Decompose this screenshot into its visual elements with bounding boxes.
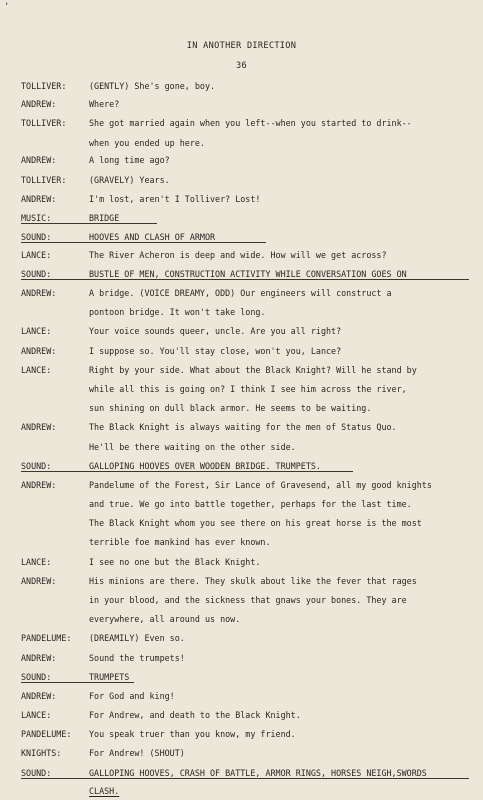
speaker-label: LANCE: — [21, 710, 52, 720]
dialogue-text: and true. We go into battle together, perhaps for the last time. — [89, 499, 412, 509]
speaker-label: PANDELUME: — [21, 633, 72, 643]
speaker-label: PANDELUME: — [21, 729, 72, 739]
script-line — [0, 555, 483, 569]
music-label: MUSIC: — [21, 213, 52, 223]
dialogue-text: terrible foe mankind has ever known. — [89, 537, 271, 547]
script-line — [0, 192, 483, 206]
dialogue-text: Where? — [89, 99, 120, 109]
script-line — [0, 746, 483, 760]
speaker-label: ANDREW: — [21, 99, 57, 109]
dialogue-text: The Black Knight is always waiting for the men of Status Quo. — [89, 422, 397, 432]
cue-underline — [21, 279, 469, 280]
speaker-label: ANDREW: — [21, 653, 57, 663]
speaker-label: LANCE: — [21, 326, 52, 336]
sound-text: GALLOPING HOOVES OVER WOODEN BRIDGE. TRUMPETS. — [89, 461, 321, 471]
script-line — [0, 574, 483, 588]
script-line — [0, 612, 483, 626]
dialogue-text: For Andrew! (SHOUT) — [89, 748, 185, 758]
speaker-label: LANCE: — [21, 365, 52, 375]
sound-text: HOOVES AND CLASH OF ARMOR — [89, 232, 216, 242]
cue-underline — [21, 778, 469, 779]
dialogue-text: He'll be there waiting on the other side. — [89, 442, 296, 452]
dialogue-text: His minions are there. They skulk about like the fever that rages — [89, 576, 417, 586]
speaker-label: LANCE: — [21, 557, 52, 567]
sound-cue-continued — [0, 784, 483, 798]
script-line — [0, 344, 483, 358]
script-line — [0, 324, 483, 338]
speaker-label: TOLLIVER: — [21, 175, 67, 185]
script-line — [0, 401, 483, 415]
sound-label: SOUND: — [21, 768, 52, 778]
script-line — [0, 631, 483, 645]
speaker-label: ANDREW: — [21, 422, 57, 432]
dialogue-text: I'm lost, aren't I Tolliver? Lost! — [89, 194, 261, 204]
speaker-label: TOLLIVER: — [21, 81, 67, 91]
script-line — [0, 136, 483, 150]
dialogue-text: She got married again when you left--when you started to drink-- — [89, 118, 412, 128]
dialogue-text: A bridge. (VOICE DREAMY, ODD) Our engineers will construct a — [89, 288, 392, 298]
cue-underline — [21, 223, 157, 224]
script-line — [0, 689, 483, 703]
dialogue-text: I see no one but the Black Knight. — [89, 557, 261, 567]
speaker-label: ANDREW: — [21, 576, 57, 586]
corner-mark: ' — [4, 2, 10, 12]
dialogue-text: (GRAVELY) Years. — [89, 175, 170, 185]
dialogue-text: For Andrew, and death to the Black Knight. — [89, 710, 301, 720]
dialogue-text: (GENTLY) She's gone, boy. — [89, 81, 216, 91]
sound-label: SOUND: — [21, 269, 52, 279]
script-line — [0, 173, 483, 187]
dialogue-text: sun shining on dull black armor. He seems to be waiting. — [89, 403, 372, 413]
dialogue-text: pontoon bridge. It won't take long. — [89, 307, 266, 317]
dialogue-text: I suppose so. You'll stay close, won't you, Lance? — [89, 346, 342, 356]
script-line — [0, 727, 483, 741]
dialogue-text: (DREAMILY) Even so. — [89, 633, 185, 643]
script-line — [0, 363, 483, 377]
dialogue-text: while all this is going on? I think I see him across the river, — [89, 384, 407, 394]
script-line — [0, 516, 483, 530]
script-line — [0, 497, 483, 511]
sound-label: SOUND: — [21, 461, 52, 471]
script-line — [0, 382, 483, 396]
script-line — [0, 440, 483, 454]
dialogue-text: when you ended up here. — [89, 138, 205, 148]
speaker-label: KNIGHTS: — [21, 748, 62, 758]
cue-underline — [21, 242, 266, 243]
dialogue-text: everywhere, all around us now. — [89, 614, 241, 624]
script-line — [0, 708, 483, 722]
speaker-label: LANCE: — [21, 250, 52, 260]
sound-text: CLASH. — [89, 786, 120, 796]
dialogue-text: You speak truer than you know, my friend. — [89, 729, 296, 739]
script-line — [0, 478, 483, 492]
cue-underline — [21, 471, 353, 472]
speaker-label: ANDREW: — [21, 288, 57, 298]
sound-text: BUSTLE OF MEN, CONSTRUCTION ACTIVITY WHILE CONVERSATION GOES ON — [89, 269, 407, 279]
script-line — [0, 305, 483, 319]
speaker-label: TOLLIVER: — [21, 118, 67, 128]
page-number: 36 — [236, 61, 247, 71]
script-line — [0, 535, 483, 549]
script-line — [0, 79, 483, 93]
speaker-label: ANDREW: — [21, 691, 57, 701]
script-line — [0, 651, 483, 665]
dialogue-text: Your voice sounds queer, uncle. Are you all right? — [89, 326, 342, 336]
dialogue-text: The Black Knight whom you see there on his great horse is the most — [89, 518, 422, 528]
script-line — [0, 286, 483, 300]
dialogue-text: Sound the trumpets! — [89, 653, 185, 663]
script-line — [0, 97, 483, 111]
dialogue-text: The River Acheron is deep and wide. How will we get across? — [89, 250, 387, 260]
sound-text: TRUMPETS — [89, 672, 130, 682]
script-line — [0, 116, 483, 130]
music-text: BRIDGE — [89, 213, 120, 223]
sound-label: SOUND: — [21, 672, 52, 682]
page-title: IN ANOTHER DIRECTION — [186, 41, 297, 51]
speaker-label: ANDREW: — [21, 346, 57, 356]
dialogue-text: in your blood, and the sickness that gnaws your bones. They are — [89, 595, 407, 605]
cue-underline — [21, 682, 134, 683]
script-line — [0, 420, 483, 434]
dialogue-text: Right by your side. What about the Black Knight? Will he stand by — [89, 365, 417, 375]
sound-text: GALLOPING HOOVES, CRASH OF BATTLE, ARMOR RINGS, HORSES NEIGH,SWORDS — [89, 768, 427, 778]
speaker-label: ANDREW: — [21, 194, 57, 204]
dialogue-text: For God and king! — [89, 691, 175, 701]
speaker-label: ANDREW: — [21, 480, 57, 490]
sound-label: SOUND: — [21, 232, 52, 242]
speaker-label: ANDREW: — [21, 155, 57, 165]
script-line — [0, 593, 483, 607]
script-line — [0, 248, 483, 262]
dialogue-text: A long time ago? — [89, 155, 170, 165]
dialogue-text: Pandelume of the Forest, Sir Lance of Gravesend, all my good knights — [89, 480, 432, 490]
script-line — [0, 153, 483, 167]
